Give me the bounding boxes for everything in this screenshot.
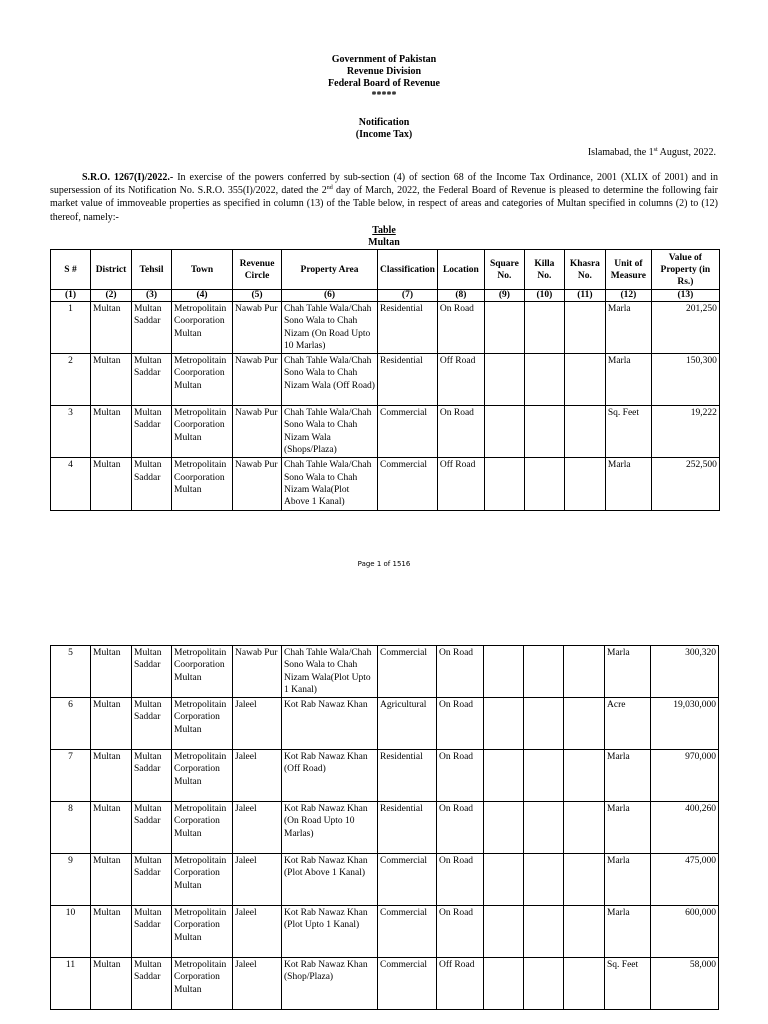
- classification-cell: Residential: [378, 354, 438, 406]
- tehsil-cell: Multan Saddar: [132, 646, 172, 698]
- town-cell: Metropolitain Coorporation Multan: [172, 406, 233, 458]
- classification-cell: Commercial: [378, 406, 438, 458]
- district-cell: Multan: [91, 958, 132, 1010]
- square-no-cell: [484, 458, 524, 510]
- tehsil-cell: Multan Saddar: [132, 750, 172, 802]
- district-cell: Multan: [91, 750, 132, 802]
- col-header: Unit of Measure: [605, 250, 651, 290]
- location-cell: Off Road: [437, 354, 484, 406]
- table-row: [51, 906, 719, 958]
- square-no-cell: [484, 750, 524, 802]
- unit-cell: Marla: [605, 458, 651, 510]
- killa-no-cell: [524, 406, 564, 458]
- town-cell: Metropolitain Corporation Multan: [172, 698, 233, 750]
- classification-cell: Commercial: [378, 958, 437, 1010]
- table-header-row: [51, 250, 720, 290]
- col-header: Location: [437, 250, 484, 290]
- khasra-no-cell: [564, 646, 605, 698]
- tehsil-cell: Multan Saddar: [132, 406, 172, 458]
- classification-cell: Commercial: [378, 906, 437, 958]
- page-number: Page 1 of 1516: [357, 560, 411, 568]
- serial-cell: 10: [51, 906, 91, 958]
- col-header: Square No.: [484, 250, 524, 290]
- revenue-circle-cell: Nawab Pur: [233, 458, 282, 510]
- khasra-no-cell: [564, 802, 605, 854]
- table-row: [51, 750, 719, 802]
- tehsil-cell: Multan Saddar: [132, 906, 172, 958]
- unit-cell: Sq. Feet: [605, 958, 651, 1010]
- revenue-circle-cell: Jaleel: [233, 906, 282, 958]
- location-cell: Off Road: [437, 958, 484, 1010]
- place-date: Islamabad, the 1st August, 2022.: [587, 147, 716, 158]
- table-row: [51, 698, 719, 750]
- unit-cell: Marla: [605, 906, 651, 958]
- serial-cell: 2: [51, 354, 91, 406]
- col-header: Tehsil: [132, 250, 172, 290]
- table-subtitle: Multan: [368, 237, 400, 248]
- unit-cell: Marla: [605, 354, 651, 406]
- town-cell: Metropolitain Coorporation Multan: [172, 302, 233, 354]
- killa-no-cell: [524, 646, 564, 698]
- khasra-no-cell: [564, 958, 605, 1010]
- classification-cell: Commercial: [378, 646, 437, 698]
- serial-cell: 3: [51, 406, 91, 458]
- gov-title: Government of Pakistan: [331, 54, 437, 65]
- revenue-circle-cell: Jaleel: [233, 958, 282, 1010]
- col-number: (7): [378, 290, 438, 302]
- property-area-cell: Kot Rab Nawaz Khan (Off Road): [282, 750, 378, 802]
- district-cell: Multan: [91, 698, 132, 750]
- value-cell: 475,000: [651, 854, 719, 906]
- classification-cell: Commercial: [378, 458, 438, 510]
- table-row: [51, 958, 719, 1010]
- district-cell: Multan: [91, 854, 132, 906]
- tehsil-cell: Multan Saddar: [132, 354, 172, 406]
- square-no-cell: [484, 646, 524, 698]
- killa-no-cell: [524, 802, 564, 854]
- property-area-cell: Kot Rab Nawaz Khan: [282, 698, 378, 750]
- value-cell: 150,300: [651, 354, 719, 406]
- table-row: [51, 458, 720, 510]
- property-area-cell: Chah Tahle Wala/Chah Sono Wala to Chah Nizam (On Road Upto 10 Marlas): [282, 302, 378, 354]
- stars-divider: *****: [371, 90, 397, 101]
- col-header: Classification: [378, 250, 438, 290]
- town-cell: Metropolitain Corporation Multan: [172, 802, 233, 854]
- unit-cell: Marla: [605, 854, 651, 906]
- property-area-cell: Chah Tahle Wala/Chah Sono Wala to Chah Nizam Wala (Off Road): [282, 354, 378, 406]
- col-number: (10): [524, 290, 564, 302]
- col-header: Value of Property (in Rs.): [651, 250, 719, 290]
- district-cell: Multan: [91, 406, 132, 458]
- col-number: (5): [233, 290, 282, 302]
- serial-cell: 9: [51, 854, 91, 906]
- location-cell: On Road: [437, 750, 484, 802]
- district-cell: Multan: [91, 646, 132, 698]
- value-cell: 400,260: [651, 802, 719, 854]
- town-cell: Metropolitain Corporation Multan: [172, 958, 233, 1010]
- town-cell: Metropolitain Coorporation Multan: [172, 646, 233, 698]
- town-cell: Metropolitain Coorporation Multan: [172, 458, 233, 510]
- table-row: [51, 406, 720, 458]
- unit-cell: Sq. Feet: [605, 406, 651, 458]
- district-cell: Multan: [91, 302, 132, 354]
- revenue-circle-cell: Jaleel: [233, 750, 282, 802]
- tehsil-cell: Multan Saddar: [132, 802, 172, 854]
- square-no-cell: [484, 698, 524, 750]
- col-number: (1): [51, 290, 91, 302]
- killa-no-cell: [524, 302, 564, 354]
- value-cell: 19,030,000: [651, 698, 719, 750]
- square-no-cell: [484, 906, 524, 958]
- revenue-circle-cell: Jaleel: [233, 854, 282, 906]
- col-header: Property Area: [282, 250, 378, 290]
- serial-cell: 5: [51, 646, 91, 698]
- district-cell: Multan: [91, 906, 132, 958]
- district-cell: Multan: [91, 354, 132, 406]
- property-area-cell: Chah Tahle Wala/Chah Sono Wala to Chah Nizam Wala(Plot Above 1 Kanal): [282, 458, 378, 510]
- unit-cell: Marla: [605, 302, 651, 354]
- khasra-no-cell: [564, 458, 605, 510]
- property-area-cell: Kot Rab Nawaz Khan (Shop/Plaza): [282, 958, 378, 1010]
- notification-subtitle: (Income Tax): [355, 129, 413, 140]
- division-title: Revenue Division: [346, 66, 422, 77]
- revenue-circle-cell: Nawab Pur: [233, 646, 282, 698]
- town-cell: Metropolitain Corporation Multan: [172, 906, 233, 958]
- khasra-no-cell: [564, 698, 605, 750]
- khasra-no-cell: [564, 302, 605, 354]
- town-cell: Metropolitain Corporation Multan: [172, 854, 233, 906]
- location-cell: On Road: [437, 802, 484, 854]
- location-cell: On Road: [437, 302, 484, 354]
- property-area-cell: Kot Rab Nawaz Khan (On Road Upto 10 Marlas): [282, 802, 378, 854]
- tehsil-cell: Multan Saddar: [132, 302, 172, 354]
- property-table-page2: [50, 645, 719, 1010]
- location-cell: On Road: [437, 854, 484, 906]
- unit-cell: Marla: [605, 646, 651, 698]
- col-number: (11): [564, 290, 605, 302]
- killa-no-cell: [524, 354, 564, 406]
- location-cell: On Road: [437, 646, 484, 698]
- square-no-cell: [484, 802, 524, 854]
- town-cell: Metropolitain Corporation Multan: [172, 750, 233, 802]
- property-area-cell: Chah Tahle Wala/Chah Sono Wala to Chah Nizam Wala (Shops/Plaza): [282, 406, 378, 458]
- unit-cell: Marla: [605, 750, 651, 802]
- notification-paragraph: S.R.O. 1267(I)/2022.- In exercise of the powers conferred by sub-section (4) of section 68 of the Income Tax Ordinance, 2001 (XLIX of 2001) and in supersession of its Notification No. S.R.O. 355(I)/2022, dated the 2nd day of March, 2022, the Federal Board of Revenue is pleased to determine the following fair market value of immoveable properties as specified in column (13) of the Table below, in respect of areas and categories of Multan specified in columns (2) to (12) thereof, namely:-: [50, 172, 719, 223]
- square-no-cell: [484, 406, 524, 458]
- property-table-page1: [50, 249, 720, 511]
- value-cell: 201,250: [651, 302, 719, 354]
- col-header: Revenue Circle: [233, 250, 282, 290]
- revenue-circle-cell: Jaleel: [233, 698, 282, 750]
- square-no-cell: [484, 354, 524, 406]
- table-row: [51, 854, 719, 906]
- square-no-cell: [484, 302, 524, 354]
- killa-no-cell: [524, 906, 564, 958]
- table-title: Table: [372, 225, 396, 236]
- unit-cell: Acre: [605, 698, 651, 750]
- table-row: [51, 646, 719, 698]
- classification-cell: Residential: [378, 802, 437, 854]
- property-area-cell: Kot Rab Nawaz Khan (Plot Upto 1 Kanal): [282, 906, 378, 958]
- square-no-cell: [484, 854, 524, 906]
- column-number-row: [51, 290, 720, 302]
- killa-no-cell: [524, 698, 564, 750]
- value-cell: 19,222: [651, 406, 719, 458]
- revenue-circle-cell: Jaleel: [233, 802, 282, 854]
- classification-cell: Commercial: [378, 854, 437, 906]
- notification-title: Notification: [358, 117, 410, 128]
- khasra-no-cell: [564, 354, 605, 406]
- col-number: (13): [651, 290, 719, 302]
- khasra-no-cell: [564, 750, 605, 802]
- classification-cell: Residential: [378, 750, 437, 802]
- district-cell: Multan: [91, 458, 132, 510]
- value-cell: 600,000: [651, 906, 719, 958]
- serial-cell: 11: [51, 958, 91, 1010]
- revenue-circle-cell: Nawab Pur: [233, 302, 282, 354]
- col-header: Khasra No.: [564, 250, 605, 290]
- unit-cell: Marla: [605, 802, 651, 854]
- revenue-circle-cell: Nawab Pur: [233, 406, 282, 458]
- tehsil-cell: Multan Saddar: [132, 698, 172, 750]
- district-cell: Multan: [91, 802, 132, 854]
- col-number: (6): [282, 290, 378, 302]
- col-number: (2): [91, 290, 132, 302]
- town-cell: Metropolitain Coorporation Multan: [172, 354, 233, 406]
- col-number: (8): [437, 290, 484, 302]
- serial-cell: 4: [51, 458, 91, 510]
- table-row: [51, 354, 720, 406]
- classification-cell: Agricultural: [378, 698, 437, 750]
- classification-cell: Residential: [378, 302, 438, 354]
- location-cell: On Road: [437, 906, 484, 958]
- col-header: Killa No.: [524, 250, 564, 290]
- property-area-cell: Kot Rab Nawaz Khan (Plot Above 1 Kanal): [282, 854, 378, 906]
- killa-no-cell: [524, 958, 564, 1010]
- square-no-cell: [484, 958, 524, 1010]
- serial-cell: 1: [51, 302, 91, 354]
- tehsil-cell: Multan Saddar: [132, 458, 172, 510]
- value-cell: 252,500: [651, 458, 719, 510]
- serial-cell: 8: [51, 802, 91, 854]
- khasra-no-cell: [564, 406, 605, 458]
- serial-cell: 6: [51, 698, 91, 750]
- value-cell: 970,000: [651, 750, 719, 802]
- col-number: (9): [484, 290, 524, 302]
- col-number: (3): [132, 290, 172, 302]
- board-title: Federal Board of Revenue: [328, 78, 440, 89]
- serial-cell: 7: [51, 750, 91, 802]
- table-row: [51, 302, 720, 354]
- value-cell: 58,000: [651, 958, 719, 1010]
- killa-no-cell: [524, 854, 564, 906]
- col-header: Town: [172, 250, 233, 290]
- col-number: (12): [605, 290, 651, 302]
- revenue-circle-cell: Nawab Pur: [233, 354, 282, 406]
- killa-no-cell: [524, 458, 564, 510]
- property-area-cell: Chah Tahle Wala/Chah Sono Wala to Chah Nizam Wala(Plot Upto 1 Kanal): [282, 646, 378, 698]
- tehsil-cell: Multan Saddar: [132, 958, 172, 1010]
- location-cell: On Road: [437, 698, 484, 750]
- khasra-no-cell: [564, 906, 605, 958]
- location-cell: Off Road: [437, 458, 484, 510]
- col-header: District: [91, 250, 132, 290]
- col-header: S #: [51, 250, 91, 290]
- table-row: [51, 802, 719, 854]
- location-cell: On Road: [437, 406, 484, 458]
- tehsil-cell: Multan Saddar: [132, 854, 172, 906]
- sro-number: S.R.O. 1267(I)/2022.-: [82, 172, 174, 183]
- value-cell: 300,320: [651, 646, 719, 698]
- killa-no-cell: [524, 750, 564, 802]
- khasra-no-cell: [564, 854, 605, 906]
- col-number: (4): [172, 290, 233, 302]
